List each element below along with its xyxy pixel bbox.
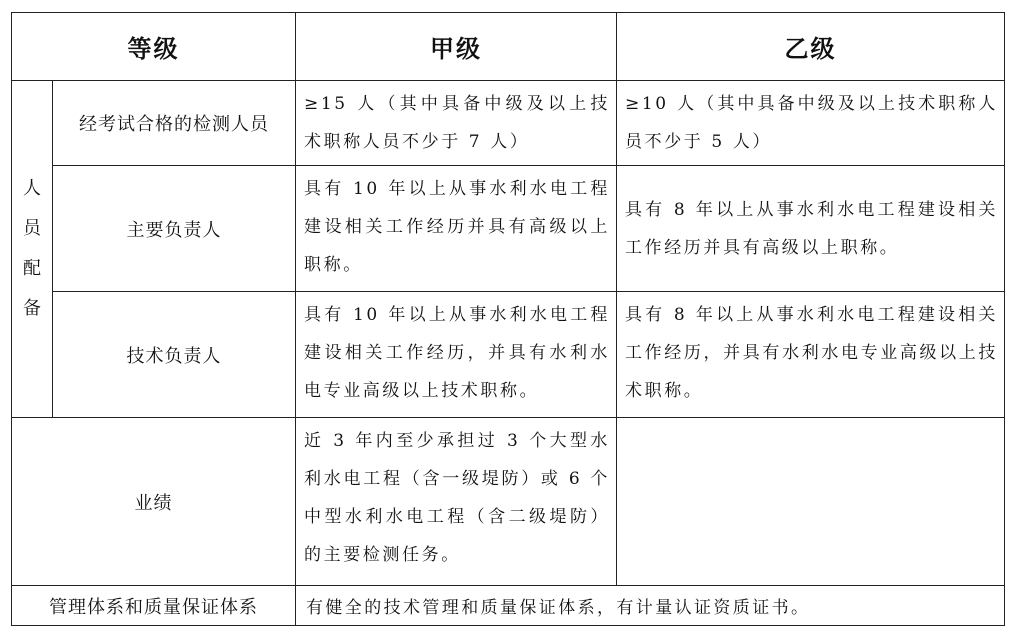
row-label-qualified-staff: 经考试合格的检测人员 xyxy=(53,81,296,166)
qualification-grade-table xyxy=(11,12,1005,626)
table-row xyxy=(12,292,1005,418)
table-row xyxy=(12,418,1005,586)
personnel-group-label xyxy=(12,81,53,418)
header-row xyxy=(12,13,1005,81)
row-label-management: 管理体系和质量保证体系 xyxy=(12,586,296,626)
cell-management-value: 有健全的技术管理和质量保证体系，有计量认证资质证书。 xyxy=(296,586,1005,626)
header-grade: 等级 xyxy=(12,13,296,81)
table-row xyxy=(12,586,1005,626)
cell-class-b-qualified-staff: ≥10 人（其中具备中级及以上技术职称人员不少于 5 人） xyxy=(617,81,1005,166)
group-label-char: 备 xyxy=(23,298,41,319)
table-row xyxy=(12,81,1005,166)
table-row xyxy=(12,166,1005,292)
cell-class-a-technical-lead: 具有 10 年以上从事水利水电工程建设相关工作经历，并具有水利水电专业高级以上技术职称。 xyxy=(296,292,617,418)
group-label-char: 配 xyxy=(23,258,41,279)
header-class-a: 甲级 xyxy=(296,13,617,81)
cell-class-a-qualified-staff: ≥15 人（其中具备中级及以上技术职称人员不少于 7 人） xyxy=(296,81,617,166)
group-label-char: 人 xyxy=(23,178,41,199)
header-class-b: 乙级 xyxy=(617,13,1005,81)
cell-class-b-principal: 具有 8 年以上从事水利水电工程建设相关工作经历并具有高级以上职称。 xyxy=(617,166,1005,292)
row-label-technical-lead: 技术负责人 xyxy=(53,292,296,418)
group-label-char: 员 xyxy=(23,218,41,239)
row-label-principal: 主要负责人 xyxy=(53,166,296,292)
cell-class-b-performance xyxy=(617,418,1005,586)
cell-class-b-technical-lead: 具有 8 年以上从事水利水电工程建设相关工作经历，并具有水利水电专业高级以上技术职称。 xyxy=(617,292,1005,418)
row-label-performance: 业绩 xyxy=(12,418,296,586)
cell-class-a-performance: 近 3 年内至少承担过 3 个大型水利水电工程（含一级堤防）或 6 个中型水利水电工程（含二级堤防）的主要检测任务。 xyxy=(296,418,617,586)
cell-class-a-principal: 具有 10 年以上从事水利水电工程建设相关工作经历并具有高级以上职称。 xyxy=(296,166,617,292)
